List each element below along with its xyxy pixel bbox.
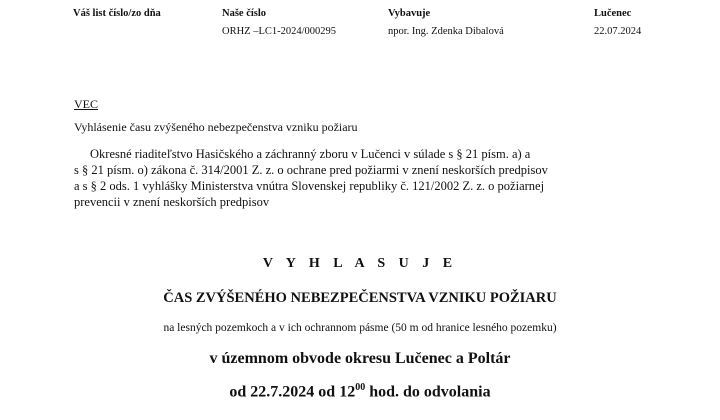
body-line-4: prevencii v znení neskorších predpisov <box>74 195 270 209</box>
subject-text: Vyhlásenie času zvýšeného nebezpečenstva vzniku požiaru <box>74 120 358 134</box>
validity-text <box>0 382 720 401</box>
body-line-1: Okresné riaditeľstvo Hasičského a záchranný zboru v Lučenci v súlade s § 21 písm. a) a <box>90 147 531 161</box>
body-line-3: a s § 2 ods. 1 vyhlášky Ministerstva vnútra Slovenskej republiky č. 121/2002 Z. z. o požiarnej <box>74 179 545 193</box>
validity-hour-superscript: 00 <box>355 382 366 393</box>
our-ref-value: ORHZ –LC1-2024/000295 <box>222 26 337 37</box>
scope-text: na lesných pozemkoch a v ich ochrannom pásme (50 m od hranice lesného pozemku) <box>163 322 557 334</box>
subject-label: VEC <box>74 97 98 111</box>
validity-from: od 22.7.2024 od 12 <box>229 383 356 401</box>
our-ref-label: Naše číslo <box>222 8 267 19</box>
announcement-title: ČAS ZVÝŠENÉHO NEBEZPEČENSTVA VZNIKU POŽIARU <box>163 290 557 306</box>
handler-label: Vybavuje <box>388 8 431 19</box>
date-value: 22.07.2024 <box>594 26 642 37</box>
validity-until: hod. do odvolania <box>365 383 491 401</box>
body-line-2: s § 21 písm. o) zákona č. 314/2001 Z. z. o ochrane pred požiarmi v znení neskorších predpisov <box>74 163 548 177</box>
place-label: Lučenec <box>594 8 632 19</box>
your-ref-label: Váš list číslo/zo dňa <box>73 8 161 19</box>
territory-text: v územnom obvode okresu Lučenec a Poltár <box>209 350 511 367</box>
declares-heading: V Y H L A S U J E <box>262 256 458 271</box>
handler-value: npor. Ing. Zdenka Dibalová <box>388 26 504 37</box>
